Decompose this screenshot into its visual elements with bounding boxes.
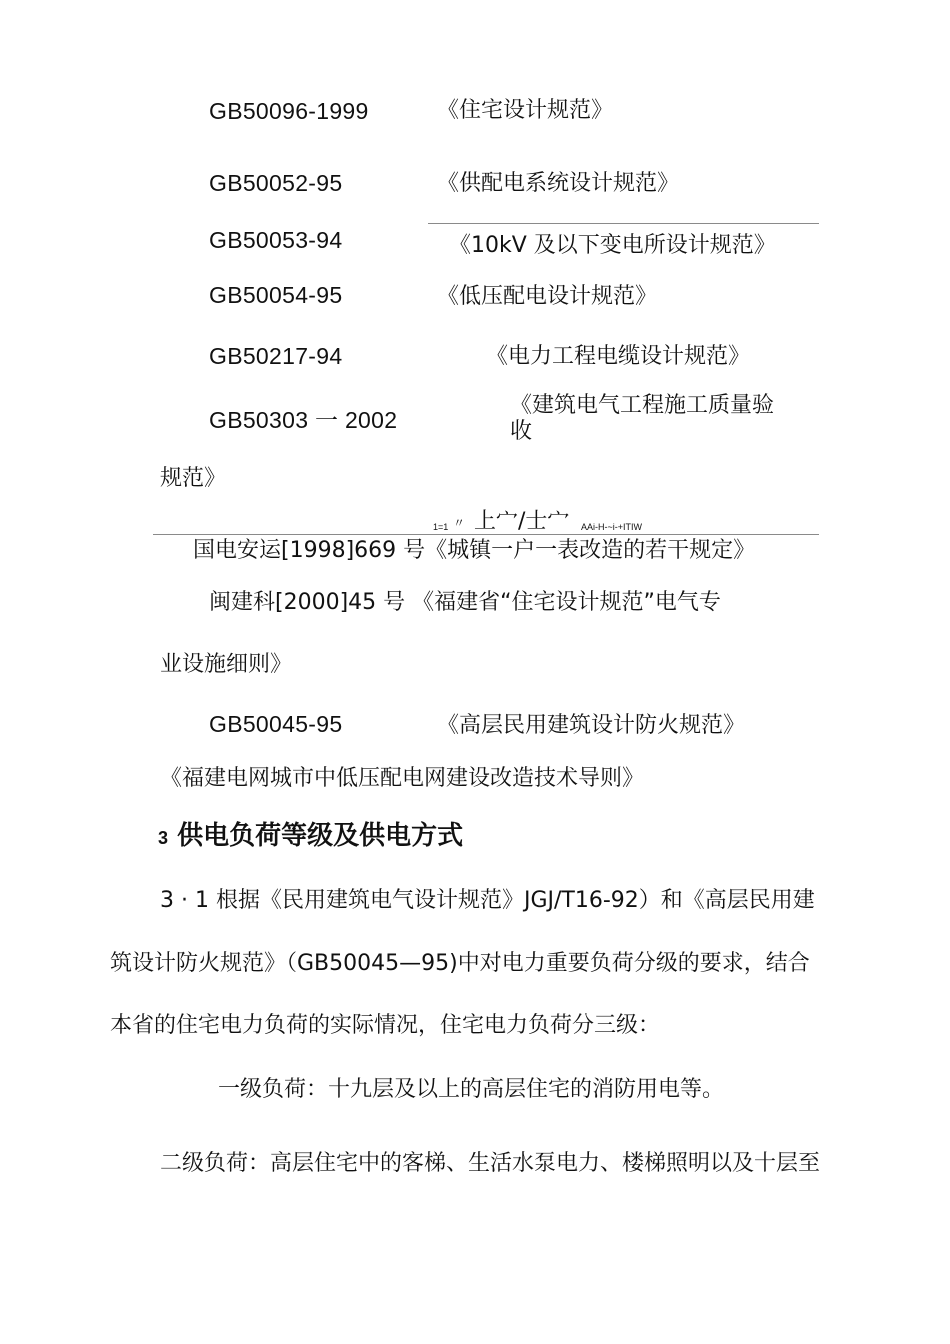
standard-title: 《10kV 及以下变电所设计规范》: [449, 233, 776, 258]
garbled-small-text: 〃: [453, 516, 466, 530]
standard-title-line2: 收: [510, 419, 533, 444]
standard-title-line1: 《建筑电气工程施工质量验: [510, 393, 775, 418]
standard-code: GB50054-95: [209, 282, 343, 308]
section-title: 供电负荷等级及供电方式: [177, 821, 464, 851]
paragraph-line: 筑设计防火规范》（GB50045—95)中对电力重要负荷分级的要求，结合: [110, 951, 810, 976]
horizontal-rule: [428, 223, 819, 224]
load-level-2: 二级负荷：高层住宅中的客梯、生活水泵电力、楼梯照明以及十层至: [160, 1151, 821, 1176]
standard-code: GB50303 一 2002: [209, 407, 398, 433]
load-level-1: 一级负荷：十九层及以上的高层住宅的消防用电等。: [218, 1077, 725, 1102]
doc-reference-line2: 业设施细则》: [160, 652, 293, 677]
horizontal-rule: [153, 534, 819, 535]
standard-code: GB50052-95: [209, 170, 343, 196]
standard-code: GB50045-95: [209, 711, 343, 737]
doc-reference: 《福建电网城市中低压配电网建设改造技术导则》: [160, 766, 645, 791]
section-number: 3: [158, 828, 169, 848]
section-heading: [158, 820, 463, 854]
standard-code: GB50096-1999: [209, 98, 369, 124]
paragraph-line: 本省的住宅电力负荷的实际情况，住宅电力负荷分三级：: [110, 1013, 661, 1038]
garbled-chars: 上宀/士宀: [474, 509, 570, 534]
garbled-small-text: 1=1: [433, 522, 449, 532]
standard-title-cont: 规范》: [160, 466, 227, 491]
doc-reference-line1: 闽建科[2000]45 号 《福建省“住宅设计规范”电气专: [209, 590, 721, 615]
standard-title: 《住宅设计规范》: [437, 98, 614, 123]
standard-code: GB50053-94: [209, 227, 343, 253]
standard-title: 《电力工程电缆设计规范》: [486, 344, 751, 369]
standard-title: 《供配电系统设计规范》: [437, 171, 680, 196]
standard-title: 《高层民用建筑设计防火规范》: [437, 713, 746, 738]
doc-reference: 国电安运[1998]669 号《城镇一户一表改造的若干规定》: [193, 538, 756, 563]
standard-title: 《低压配电设计规范》: [437, 284, 658, 309]
garbled-small-text: AAi-H-~i-+ITIW: [581, 522, 643, 532]
standard-code: GB50217-94: [209, 343, 343, 369]
paragraph-line: 3 · 1 根据《民用建筑电气设计规范》JGJ/T16-92）和《高层民用建: [160, 888, 815, 913]
